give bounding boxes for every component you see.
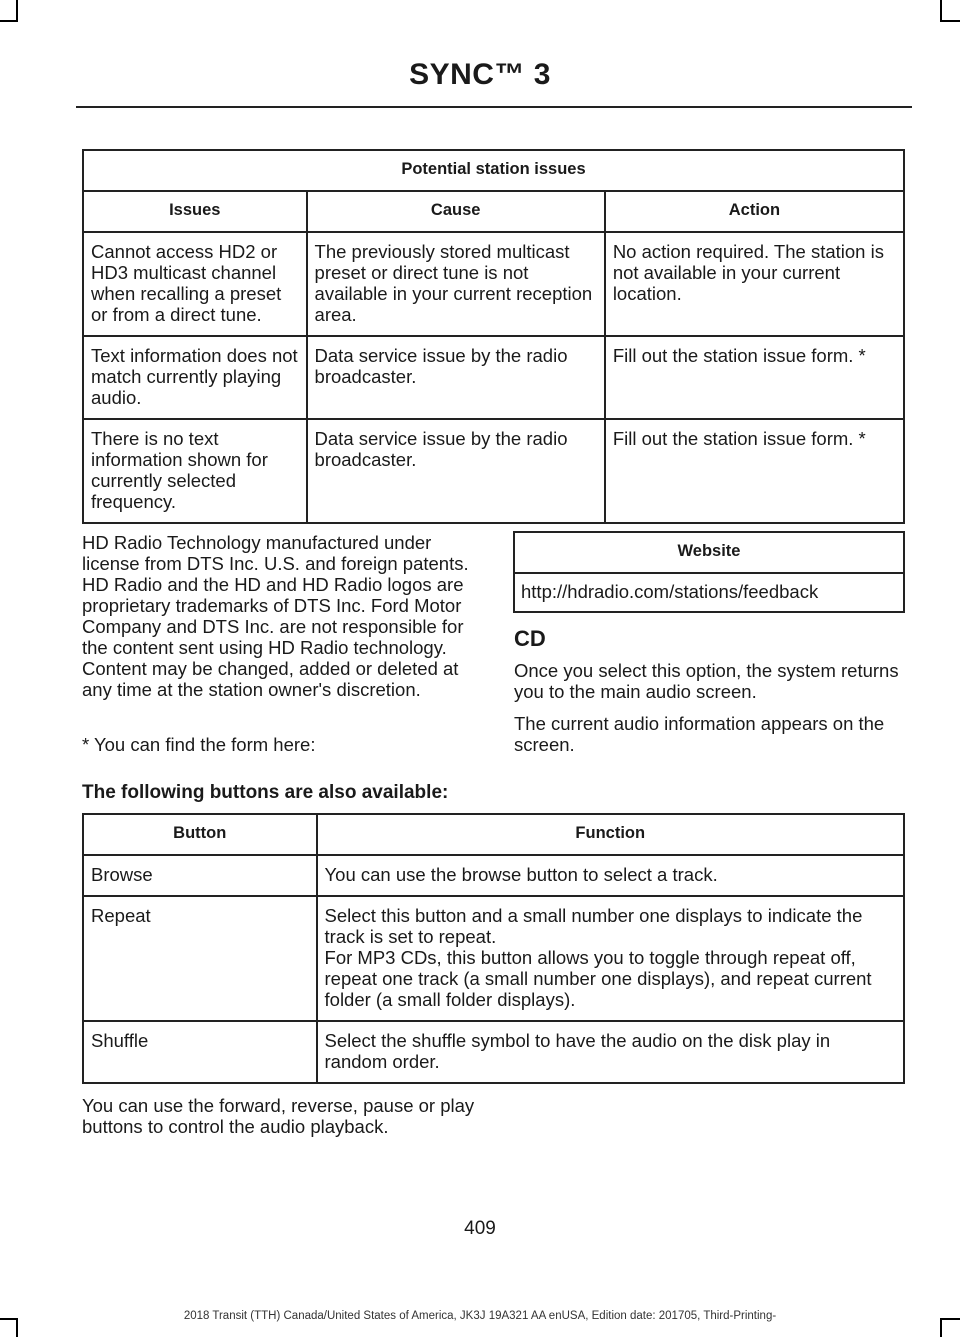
table-row [83, 232, 904, 336]
cd-paragraph: Once you select this option, the system returns you to the main audio screen. [514, 660, 899, 702]
column-header: Button [83, 814, 317, 855]
table-row [83, 1021, 904, 1083]
crop-mark [16, 0, 18, 22]
action-cell: No action required. The station is not available in your current location. [605, 232, 904, 336]
issue-cell: There is no text information shown for currently selected frequency. [83, 419, 307, 523]
button-cell: Browse [83, 855, 317, 896]
station-issues-table [82, 149, 905, 524]
column-header: Issues [83, 191, 307, 232]
buttons-table [82, 813, 905, 1084]
column-header: Function [317, 814, 904, 855]
column-header: Cause [307, 191, 605, 232]
table-row [83, 855, 904, 896]
crop-mark [940, 0, 942, 22]
function-cell [317, 896, 904, 1021]
table-row [83, 419, 904, 523]
header-divider [76, 106, 912, 108]
column-header: Action [605, 191, 904, 232]
page-title: SYNC™ 3 [409, 58, 551, 91]
table-caption: Potential station issues [83, 150, 904, 191]
action-cell: Fill out the station issue form. * [605, 336, 904, 419]
form-note: * You can find the form here: [82, 734, 316, 755]
crop-mark [0, 20, 18, 22]
function-text: You can use the browse button to select a track. [324, 864, 718, 885]
cause-cell: Data service issue by the radio broadcaster. [307, 419, 605, 523]
issue-cell: Text information does not match currently playing audio. [83, 336, 307, 419]
cause-cell: The previously stored multicast preset or direct tune is not available in your current reception area. [307, 232, 605, 336]
page-number: 409 [464, 1218, 496, 1239]
issue-cell: Cannot access HD2 or HD3 multicast channel when recalling a preset or from a direct tune. [83, 232, 307, 336]
cause-cell: Data service issue by the radio broadcaster. [307, 336, 605, 419]
section-heading-cd: CD [514, 626, 546, 651]
buttons-heading: The following buttons are also available: [82, 782, 449, 803]
table-row [83, 336, 904, 419]
crop-mark [940, 20, 960, 22]
button-cell: Repeat [83, 896, 317, 1021]
function-text: For MP3 CDs, this button allows you to toggle through repeat off, repeat one track (a small number one displays), and repeat current folder (a small folder displays). [324, 947, 872, 1010]
playback-note: You can use the forward, reverse, pause or play buttons to control the audio playback. [82, 1095, 475, 1137]
website-link[interactable]: http://hdradio.com/stations/feedback [514, 573, 904, 612]
column-header: Website [514, 532, 904, 573]
hd-radio-notice: HD Radio Technology manufactured under license from DTS Inc. U.S. and foreign patents. HD Radio and the HD and HD Radio logos are proprietary trademarks of DTS Inc. Ford Motor Company and DTS Inc. are not responsible for the content sent using HD Radio technology. Content may be changed, added or deleted at any time at the station owner's discretion. [82, 532, 469, 700]
website-table [513, 531, 905, 613]
footer-text: 2018 Transit (TTH) Canada/United States of America, JK3J 19A321 AA enUSA, Edition date: 201705, Third-Printing- [183, 1310, 777, 1322]
button-cell: Shuffle [83, 1021, 317, 1083]
function-cell [317, 855, 904, 896]
cd-paragraph: The current audio information appears on the screen. [514, 713, 885, 755]
function-text: Select the shuffle symbol to have the audio on the disk play in random order. [324, 1030, 831, 1072]
action-cell: Fill out the station issue form. * [605, 419, 904, 523]
table-row [83, 896, 904, 1021]
function-text: Select this button and a small number one displays to indicate the track is set to repeat. [324, 905, 863, 947]
function-cell [317, 1021, 904, 1083]
